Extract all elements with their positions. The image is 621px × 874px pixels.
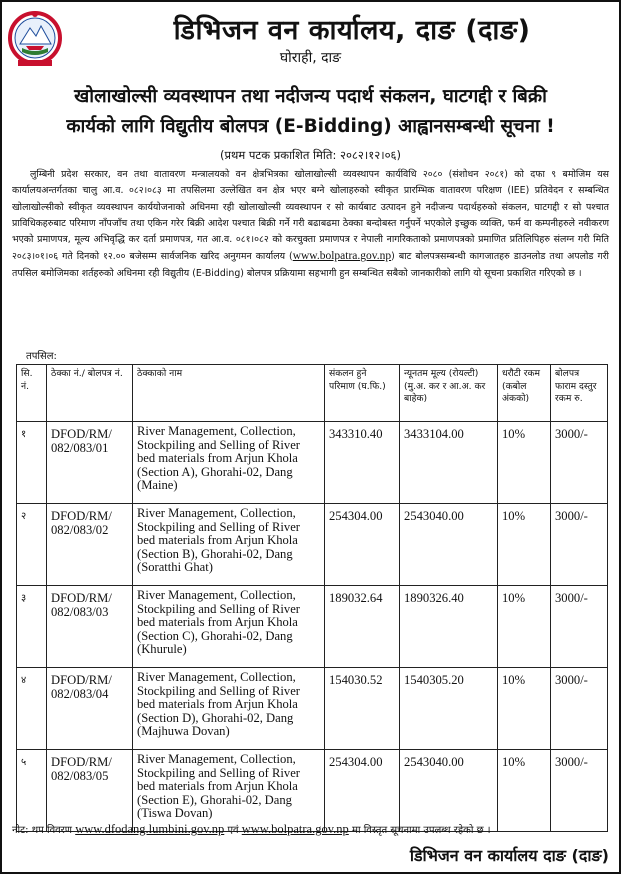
table-row bbox=[17, 422, 608, 504]
cell-deposit: 10% bbox=[498, 586, 551, 668]
cell-min-price: 2543040.00 bbox=[400, 504, 498, 586]
table-row bbox=[17, 750, 608, 832]
cell-min-price: 1540305.20 bbox=[400, 668, 498, 750]
table-row bbox=[17, 586, 608, 668]
cell-deposit: 10% bbox=[498, 504, 551, 586]
dfodang-link[interactable]: www.dfodang.lumbini.gov.np bbox=[75, 822, 225, 836]
cell-contract-name: River Management, Collection, Stockpiling and Selling of River bed materials from Arjun Khola (Section D), Ghorahi-02, Dang (Majhuwa Dovan) bbox=[133, 668, 325, 750]
cell-form-fee: 3000/- bbox=[551, 668, 608, 750]
cell-deposit: 10% bbox=[498, 422, 551, 504]
cell-sn: २ bbox=[17, 504, 47, 586]
cell-contract-no: DFOD/RM/ 082/083/02 bbox=[47, 504, 133, 586]
cell-form-fee: 3000/- bbox=[551, 750, 608, 832]
bolpatra-footnote-link[interactable]: www.bolpatra.gov.np bbox=[241, 822, 349, 836]
cell-contract-no: DFOD/RM/ 082/083/04 bbox=[47, 668, 133, 750]
bid-table bbox=[16, 364, 608, 832]
cell-contract-name: River Management, Collection, Stockpiling and Selling of River bed materials from Arjun Khola (Section A), Ghorahi-02, Dang (Maine) bbox=[133, 422, 325, 504]
cell-contract-name: River Management, Collection, Stockpiling and Selling of River bed materials from Arjun Khola (Section C), Ghorahi-02, Dang (Khurule) bbox=[133, 586, 325, 668]
cell-contract-no: DFOD/RM/ 082/083/03 bbox=[47, 586, 133, 668]
footnote-suffix: मा विस्तृत सूचनामा उपलब्ध रहेको छ । bbox=[351, 825, 491, 836]
cell-form-fee: 3000/- bbox=[551, 586, 608, 668]
header-contract-no: ठेक्का नं./ बोलपत्र नं. bbox=[47, 365, 133, 422]
cell-quantity: 254304.00 bbox=[325, 504, 400, 586]
cell-form-fee: 3000/- bbox=[551, 504, 608, 586]
cell-contract-name: River Management, Collection, Stockpiling and Selling of River bed materials from Arjun Khola (Section E), Ghorahi-02, Dang (Tiswa Dovan) bbox=[133, 750, 325, 832]
details-label: तपसिल: bbox=[26, 351, 57, 362]
cell-quantity: 154030.52 bbox=[325, 668, 400, 750]
cell-min-price: 3433104.00 bbox=[400, 422, 498, 504]
office-name: डिभिजन वन कार्यालय, दाङ (दाङ) bbox=[173, 15, 531, 46]
notice-title-line-1: खोलाखोल्सी व्यवस्थापन तथा नदीजन्य पदार्थ संकलन, घाटगद्दी र बिक्री bbox=[74, 86, 547, 107]
header-form-fee: बोलपत्र फाराम दस्तुर रकम रु. bbox=[551, 365, 608, 422]
cell-contract-no: DFOD/RM/ 082/083/05 bbox=[47, 750, 133, 832]
cell-contract-name: River Management, Collection, Stockpiling and Selling of River bed materials from Arjun Khola (Section B), Ghorahi-02, Dang (Soratthi Ghat) bbox=[133, 504, 325, 586]
notice-body-part-b: ) बाट बोलपत्रसम्बन्धी कागजातहरु डाउनलोड तथा अपलोड गरी तपसिल बमोजिमका शर्तहरुको अधिनमा रही विद्युतीय (E-Bidding) बोलपत्र प्रक्रियामा सहभागी हुन सम्बन्धित सबैको जानकारीको लागि यो सूचना प्रकाशित गरिएको छ । bbox=[12, 251, 609, 279]
header-min-price: न्यूनतम मूल्य (रोयल्टी) (मु.अ. कर र आ.अ. कर बाहेक) bbox=[400, 365, 498, 422]
cell-quantity: 189032.64 bbox=[325, 586, 400, 668]
footnote-conj: एवं bbox=[227, 825, 239, 836]
bolpatra-link[interactable]: www.bolpatra.gov.np bbox=[292, 250, 392, 263]
cell-quantity: 343310.40 bbox=[325, 422, 400, 504]
published-date: (प्रथम पटक प्रकाशित मिति: २०८२।१२।०६) bbox=[219, 148, 402, 162]
notice-title-line-2: कार्यको लागि विद्युतीय बोलपत्र (E-Bidding) आह्वानसम्बन्धी सूचना ! bbox=[66, 116, 555, 137]
header-deposit: धरौटी रकम (कबोल अंकको) bbox=[498, 365, 551, 422]
notice-body-part-a: लुम्बिनी प्रदेश सरकार, वन तथा वातावरण मन्त्रालयको वन क्षेत्रभित्रका खोलाखोल्सी व्यवस्थापन कार्यविधि २०८० (संशोधन २०८१) को दफा ९ बमोजिम यस कार्यालयअन्तर्गतका चालु आ.व. ०८२।०८३ मा तपसिलमा उल्लेखित वन क्षेत्र भएर बग्ने खोलाहरुको स्वीकृत प्रारम्भिक वातावरण परिक्षण (IEE) प्रतिवेदन र सम्बन्धित खोलाखोल्सीको स्वीकृत व्यवस्थापन कार्ययोजनाको अधिनमा रही खोलाखोल्सी व्यवस्थापन र सो कार्यबाट उत्पादन हुने नदीजन्य पदार्थहरुको संकलन, घाटगद्दी र सो पश्चात प्राविधिकहरुबाट परिमाण नाँपजाँच तथा एकिन गरेर बिक्री आदेश पश्चात बिक्री गर्ने गरी बढाबढमा ठेक्का बन्दोबस्त गर्नुपर्ने भएकोले इच्छुक व्यक्ति, फर्म वा कम्पनीहरुले नवीकरण भएको प्रमाणपत्र, मूल्य अभिवृद्धि कर दर्ता प्रमाणपत्र, गत आ.व. ०८१।०८२ को करचुक्ता प्रमाणपत्र र नेपाली नागरिकताको प्रमाणपत्रको प्रमाणित प्रतिलिपिहरु संलग्न गरी मिति २०८३।०१।०६ गते दिनको १२.०० बजेसम्म सार्वजनिक खरिद अनुगमन कार्यालय ( bbox=[12, 169, 609, 263]
cell-form-fee: 3000/- bbox=[551, 422, 608, 504]
cell-min-price: 1890326.40 bbox=[400, 586, 498, 668]
cell-sn: ३ bbox=[17, 586, 47, 668]
cell-sn: १ bbox=[17, 422, 47, 504]
table-row bbox=[17, 504, 608, 586]
header-quantity: संकलन हुने परिमाण (घ.फि.) bbox=[325, 365, 400, 422]
table-row bbox=[17, 668, 608, 750]
cell-quantity: 254304.00 bbox=[325, 750, 400, 832]
notice-body bbox=[12, 167, 609, 282]
cell-sn: ५ bbox=[17, 750, 47, 832]
cell-deposit: 10% bbox=[498, 750, 551, 832]
footnote-prefix: नोट: थप विवरण bbox=[12, 825, 73, 836]
notice-title bbox=[10, 82, 611, 142]
office-location: घोराही, दाङ bbox=[279, 50, 342, 66]
cell-deposit: 10% bbox=[498, 668, 551, 750]
footnote bbox=[12, 822, 612, 837]
signature-office: डिभिजन वन कार्यालय दाङ (दाङ) bbox=[409, 846, 609, 865]
table-header-row bbox=[17, 365, 608, 422]
cell-sn: ४ bbox=[17, 668, 47, 750]
header-contract-name: ठेक्काको नाम bbox=[133, 365, 325, 422]
header-sn: सि. नं. bbox=[17, 365, 47, 422]
cell-contract-no: DFOD/RM/ 082/083/01 bbox=[47, 422, 133, 504]
cell-min-price: 2543040.00 bbox=[400, 750, 498, 832]
